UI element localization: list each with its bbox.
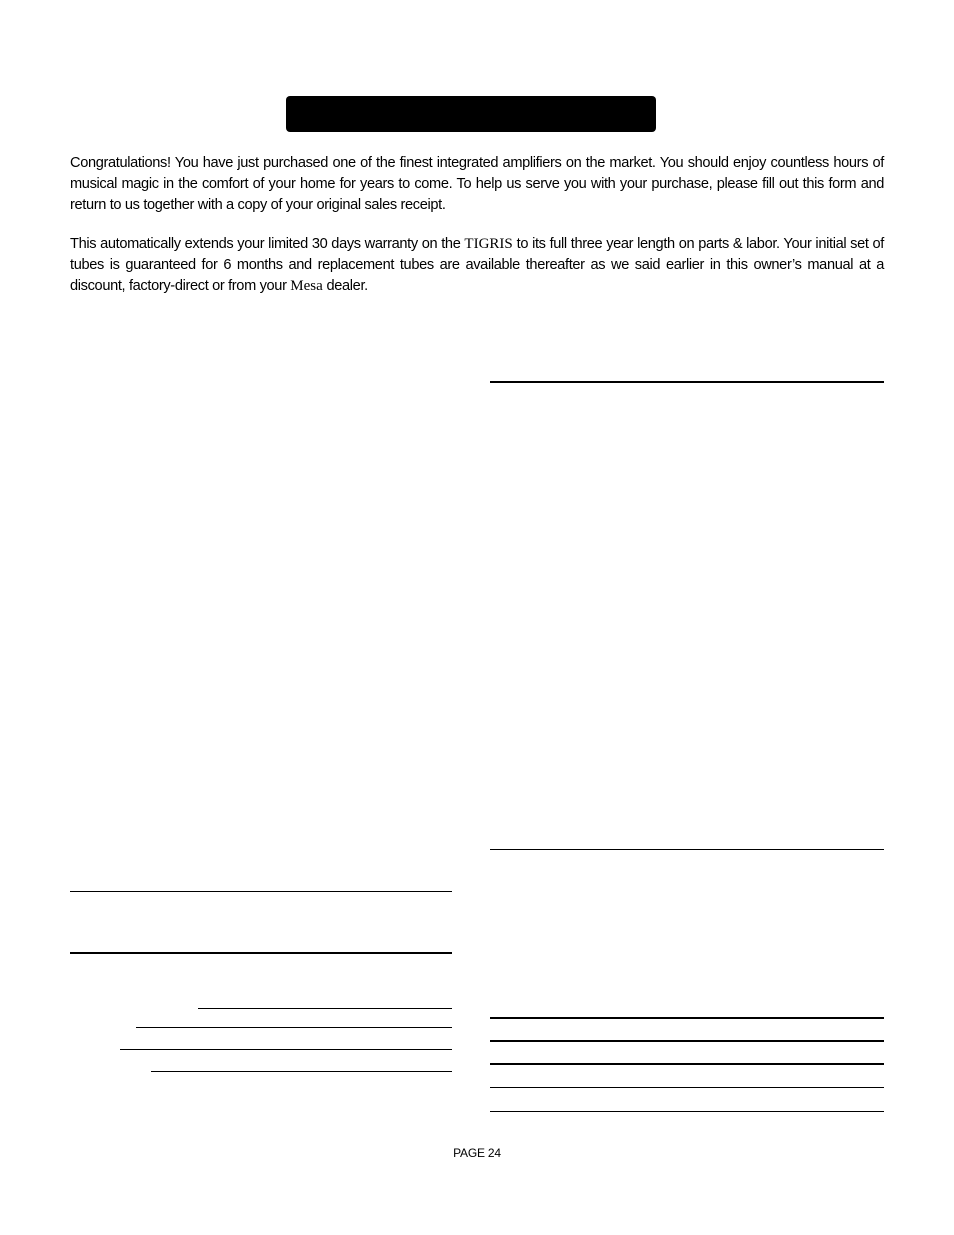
form-line-right-3[interactable] — [490, 1017, 884, 1019]
warranty-text-part2: to its full three year length on parts & labor. Your initial set of tubes is guaranteed for 6 months and replacement tubes are available thereafter as we said earlier in this owner’s manual at a discount, factory-direct or from your — [70, 236, 884, 294]
warranty-text-part3: dealer. — [322, 278, 368, 294]
page-number: PAGE 24 — [453, 1146, 501, 1160]
form-line-left-2[interactable] — [70, 952, 452, 954]
warranty-paragraph — [70, 234, 884, 297]
form-line-left-4[interactable] — [136, 1027, 452, 1028]
form-line-right-6[interactable] — [490, 1087, 884, 1088]
form-line-left-6[interactable] — [151, 1071, 452, 1072]
form-line-right-5[interactable] — [490, 1063, 884, 1065]
form-line-right-4[interactable] — [490, 1040, 884, 1042]
warranty-text-part1: This automatically extends your limited 30 days warranty on the — [70, 236, 465, 252]
title-bar — [286, 96, 656, 132]
form-line-left-3[interactable] — [198, 1008, 452, 1009]
intro-paragraph: Congratulations! You have just purchased one of the finest integrated amplifiers on the market. You should enjoy countless hours of musical magic in the comfort of your home for years to come. To help us serve you with your purchase, please fill out this form and return to us together with a copy of your original sales receipt. — [70, 155, 884, 213]
product-name: TIGRIS — [464, 236, 513, 252]
brand-name: Mesa — [290, 278, 323, 294]
form-line-right-7[interactable] — [490, 1111, 884, 1112]
form-line-right-2[interactable] — [490, 849, 884, 850]
form-line-left-1[interactable] — [70, 891, 452, 892]
form-line-right-1[interactable] — [490, 381, 884, 383]
form-line-left-5[interactable] — [120, 1049, 452, 1050]
